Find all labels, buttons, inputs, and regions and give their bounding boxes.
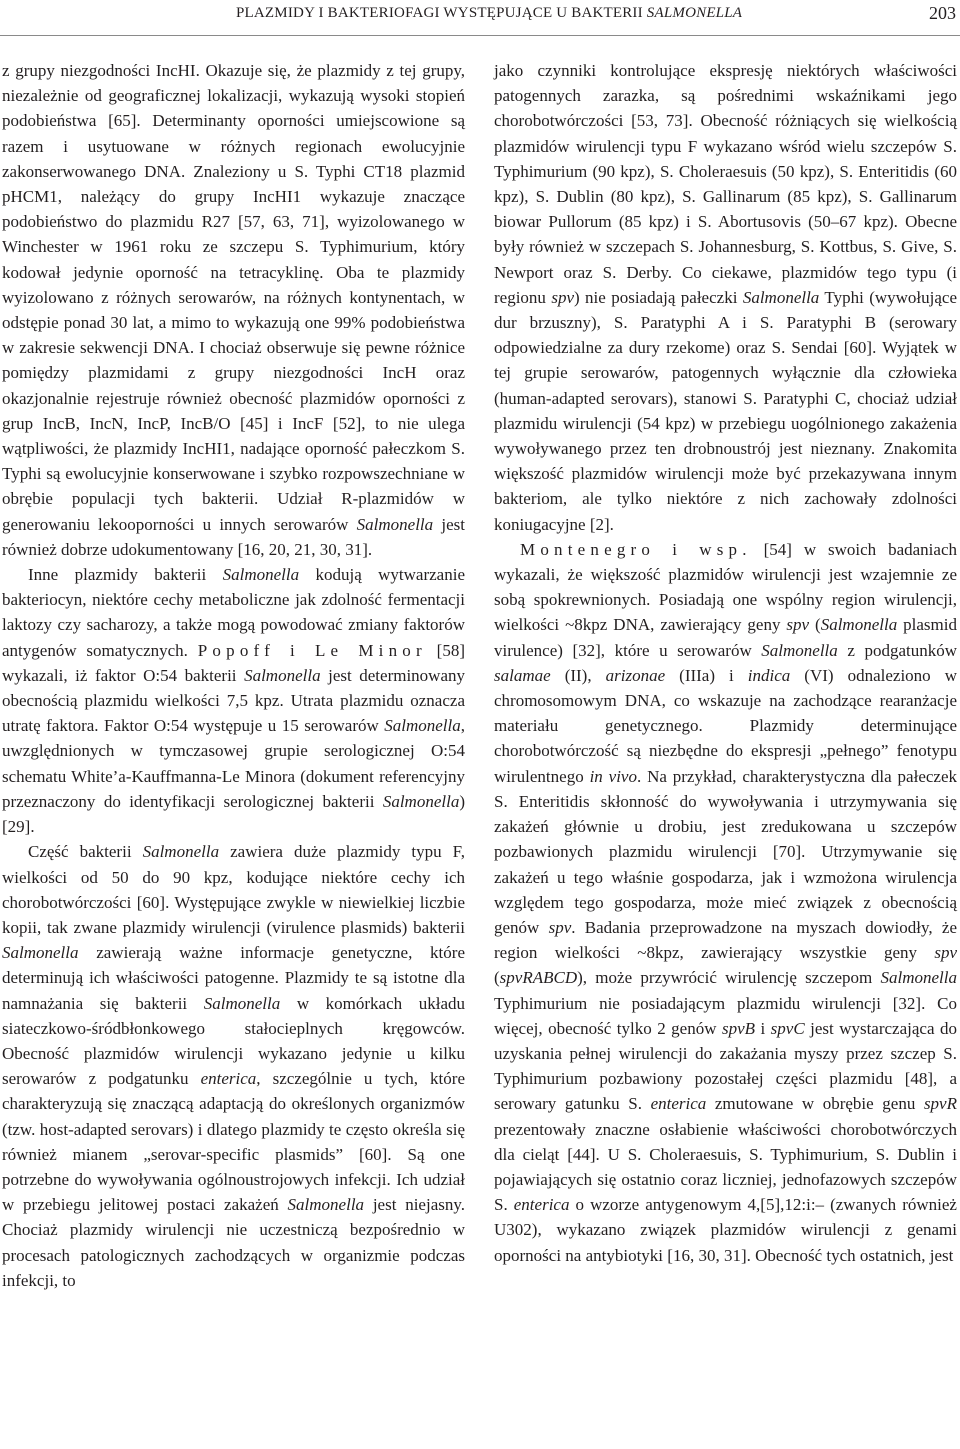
page-number: 203 [929, 3, 956, 23]
running-title-text: PLAZMIDY I BAKTERIOFAGI WYSTĘPUJĄCE U BAKTERII SALMONELLA [236, 5, 743, 21]
paragraph: jako czynniki kontrolujące ekspresję niektórych właściwości patogennych zarazka, są pośrednimi wskaźnikami jego chorobotwórczości [53, 73]. Obecność różniących się wielkością plazmidów wirulencji typu F wykazano wśród wielu szczepów S. Typhimurium (90 kpz), S. Choleraesuis (50 kpz), S. Enteritidis (60 kpz), S. Dublin (80 kpz), S. Gallinarum (85 kpz), S. Gallinarum biowar Pullorum (85 kpz) i S. Abortusovis (50–67 kpz). Obecne były również w szczepach S. Johannesburg, S. Kottbus, S. Give, S. Newport oraz S. Derby. Co ciekawe, plazmidów tego typu (i regionu spv) nie posiadają pałeczki Salmonella Typhi (wywołujące dur brzuszny), S. Paratyphi A i S. Paratyphi B (serowary odpowiedzialne za dury rzekome) oraz S. Sendai [60]. Wyjątek w tej grupie serowarów, patogennych wyłącznie dla człowieka (human-adapted serovars), stanowi S. Paratyphi C, chociaż udział plazmidu wirulencji (54 kpz) w przebiegu uogólnionego zakażenia wywoływanego przez ten drobnoustrój jest nieznany. Znakomita większość plazmidów wirulencji może być przekazywana innym bakteriom, ale tylko niektóre z nich zachowały zdolności koniugacyjne [2]. [494, 61, 957, 534]
paragraph: Montenegro i wsp. [54] w swoich badaniach wykazali, że większość plazmidów wirulencji jest wzajemnie ze sobą spokrewnionych. Posiadają one wspólny region wirulencji, wielkości ~8kpz DNA, zawierający geny spv (Salmonella plasmid virulence) [32], które u serowarów Salmonella z podgatunków salamae (II), arizonae (IIIa) i indica (VI) odnaleziono w chromosomowym DNA, co wskazuje na zachodzące rearanżacje materiału genetycznego. Plazmidy determinujące chorobotwórczość są niezbędne do ekspresji „pełnego” fenotypu wirulentnego in vivo. Na przykład, charakterystyczna dla pałeczek S. Enteritidis skłonność do wywoływania i utrzymywania się zakażeń głównie u drobiu, jest zredukowana u szczepów pozbawionych plazmidu wirulencji [70]. Utrzymywanie się zakażeń u tego właśnie gospodarza, jak i wzmożona wirulencja względem tego gospodarza, może mieć związek z obecnością genów spv. Badania przeprowadzone na myszach dowiodły, że region wielkości ~8kpz, zawierający wszystkie geny spv (spvRABCD), może przywrócić wirulencję szczepom Salmonella Typhimurium nie posiadającym plazmidu wirulencji [32]. Co więcej, obecność tylko 2 genów spvB i spvC jest wystarczająca do uzyskania pełnej wirulencji do zakażania myszy przez szczep S. Typhimurium pozbawiony pozostałej części plazmidu [48], a serowary gatunku S. enterica zmutowane w obrębie genu spvR prezentowały znaczne osłabienie właściwości chorobotwórczych dla cieląt [44]. U S. Choleraesuis, S. Typhimurium, S. Dublin i pojawiających się ostatnio coraz liczniej, jednofazowych szczepów S. enterica o wzorze antygenowym 4,[5],12:i:– (zwanych również U302), wykazano związek plazmidów wirulencji z genami oporności na antybiotyki [16, 30, 31]. Obecność tych ostatnich, jest [494, 539, 957, 1265]
running-title [236, 5, 742, 22]
right-column [494, 58, 957, 1268]
left-column [2, 58, 465, 1293]
running-header [0, 0, 960, 36]
paragraph: Inne plazmidy bakterii Salmonella kodują wytwarzanie bakteriocyn, niektóre cechy metaboliczne jak zdolność fermentacji laktozy czy sacharozy, a także mogą powodować zmiany faktorów antygenów somatycznych. Popoff i Le Minor [58] wykazali, iż faktor O:54 bakterii Salmonella jest determinowany obecnością plazmidu wielkości 7,5 kpz. Utrata plazmidu oznacza utratę faktora. Faktor O:54 występuje u 15 serowarów Salmonella, uwzględnionych w tymczasowej grupie serologicznej O:54 schematu White’a-Kauffmanna-Le Minora (dokument referencyjny przeznaczony do identyfikacji serologicznej bakterii Salmonella) [29]. [2, 565, 466, 837]
paragraph: z grupy niezgodności IncHI. Okazuje się, że plazmidy z tej grupy, niezależnie od geograficznej lokalizacji, wykazują wysoki stopień podobieństwa [65]. Determinanty oporności umiejscowione są razem i usytuowane w różnych regionach ewolucyjnie zakonserwowanego DNA. Znaleziony u S. Typhi CT18 plazmid pHCM1, należący do grupy IncHI1 wykazuje znaczące podobieństwo do plazmidu R27 [57, 63, 71], wyizolowanego w Winchester w 1961 roku ze szczepu S. Typhimurium, który kodował jedynie oporność na tetracyklinę. Oba te plazmidy wyizolowano z różnych serowarów, na różnych kontynentach, w odstępie ponad 30 lat, a mimo to wykazują one 99% podobieństwa w zakresie sekwencji DNA. I chociaż obserwuje się pewne różnice pomiędzy plazmidami z grupy niezgodności IncH oraz okazjonalnie rejestruje również obecność plazmidów oporności z grup IncB, IncN, IncP, IncB/O [45] i IncF [52], to nie ulega wątpliwości, że plazmidy IncHI1, nadające oporność pałeczkom S. Typhi są ewolucyjnie konserwowane i szybko rozpowszechniane w obrębie populacji tych bakterii. Udział R-plazmidów w generowaniu lekooporności u innych serowarów Salmonella jest również dobrze udokumentowany [16, 20, 21, 30, 31]. [2, 61, 466, 559]
paragraph: Część bakterii Salmonella zawiera duże plazmidy typu F, wielkości od 50 do 90 kpz, kodujące niektóre cechy ich chorobotwórczości [60]. Występujące zwykle w niewielkiej liczbie kopii, tak zwane plazmidy wirulencji (virulence plasmids) bakterii Salmonella zawierają ważne informacje genetyczne, które determinują ich właściwości patogenne. Plazmidy te są istotne dla namnażania się bakterii Salmonella w komórkach układu siateczkowo-śródbłonkowego stałocieplnych kręgowców. Obecność plazmidów wirulencji wykazano jedynie u kilku serowarów z podgatunku enterica, szczególnie u tych, które charakteryzują się znaczącą adaptacją do określonych organizmów (tzw. host-adapted serovars) i dlatego plazmidy te często określa się również mianem „serovar-specific plasmids” [60]. Są one potrzebne do wywoływania ogólnoustrojowych infekcji. Ich udział w przebiegu jelitowej postaci zakażeń Salmonella jest niejasny. Chociaż plazmidy wirulencji nie uczestniczą bezpośrednio w procesach patologicznych zachodzących w organizmie podczas infekcji, to [2, 842, 466, 1290]
